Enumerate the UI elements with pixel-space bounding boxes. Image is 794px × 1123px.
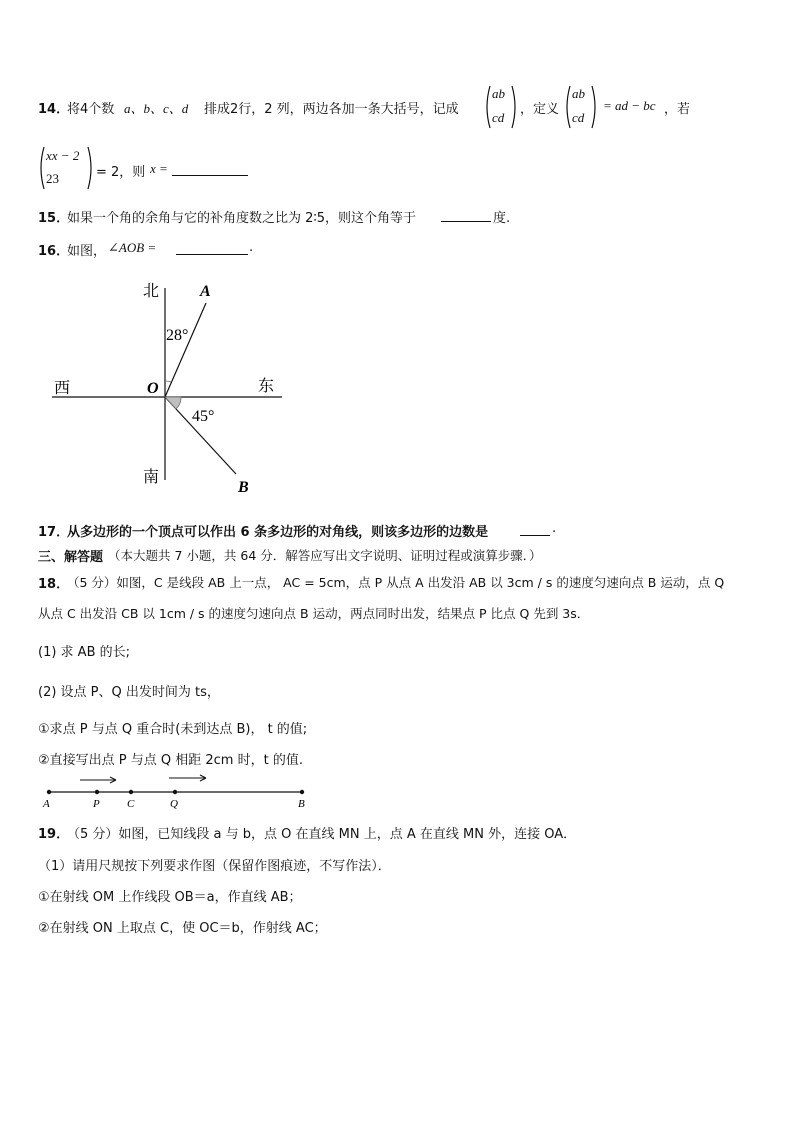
q18-part-2: (2) 设点 P、Q 出发时间为 ts， [38, 685, 220, 700]
q16-answer-blank [176, 240, 248, 259]
q14-x-equals: x = [150, 161, 168, 176]
q17-number: 17． [38, 525, 70, 540]
q19-sub-2: ②在射线 ON 上取点 C，使 OC＝b，作射线 AC； [38, 921, 327, 936]
q16-number: 16． [38, 244, 70, 259]
point-p-dot [95, 790, 99, 794]
q14-number: 14． [38, 102, 70, 117]
angle-45-label: 45° [192, 408, 215, 425]
q14-matrix-1-top: ab [492, 86, 505, 101]
q14-text-c: ，定义 [520, 102, 560, 117]
west-label: 西 [54, 380, 71, 397]
point-q-dot [173, 790, 177, 794]
q14-text-b: 排成2行，2 列，两边各加一条大括号，记成 [204, 102, 459, 117]
segment-label-p: P [93, 798, 100, 810]
point-b-dot [300, 790, 304, 794]
ray-oa [165, 303, 206, 397]
q15-text: 如果一个角的余角与它的补角度数之比为 2∶5，则这个角等于 [67, 211, 417, 226]
q14-matrix-3-top: xx − 2 [46, 148, 80, 163]
q16-expression: ∠AOB = [108, 240, 157, 255]
q14-matrix-2-bottom: cd [572, 110, 585, 125]
q14-answer-blank [172, 161, 248, 180]
q19-line-1: （5 分）如图，已知线段 a 与 b，点 O 在直线 MN 上，点 A 在直线 MN 外，连接 OA． [67, 827, 577, 842]
q19-part-1: （1）请用尺规按下列要求作图（保留作图痕迹，不写作法）． [38, 859, 391, 874]
q17-text: 从多边形的一个顶点可以作出 6 条多边形的对角线，则该多边形的边数是 [67, 525, 489, 540]
q15-answer-blank [441, 207, 491, 226]
q14-definition: = ad − bc [603, 98, 656, 113]
segment-label-a: A [43, 798, 50, 810]
q18-sub-1: ①求点 P 与点 Q 重合时(未到达点 B)， t 的值; [38, 722, 308, 737]
segment-label-q: Q [170, 798, 178, 810]
segment-figure [38, 770, 318, 812]
segment-label-c: C [127, 798, 135, 810]
q14-matrix-3-bottom: 23 [46, 171, 59, 186]
q16-text: 如图， [67, 244, 107, 259]
q18-number: 18． [38, 577, 70, 592]
south-label: 南 [143, 469, 160, 486]
point-b-label: B [238, 479, 249, 496]
q18-sub-2: ②直接写出点 P 与点 Q 相距 2cm 时，t 的值. [38, 753, 303, 768]
point-o-label: O [147, 380, 159, 397]
q19-number: 19． [38, 827, 70, 842]
q18-line-1: （5 分）如图，C 是线段 AB 上一点， AC = 5cm，点 P 从点 A 出发沿 AB 以 3cm / s 的速度匀速向点 B 运动，点 Q [67, 575, 725, 590]
q18-line-2: 从点 C 出发沿 CB 以 1cm / s 的速度匀速向点 B 运动，两点同时出发，结果点 P 比点 Q 先到 3s． [38, 606, 590, 621]
q14-matrix-2-top: ab [572, 86, 585, 101]
q17-period: . [552, 521, 557, 536]
q14-equation: = 2，则 [96, 165, 146, 180]
q14-matrix-3 [38, 145, 94, 191]
angle-28-label: 28° [166, 327, 189, 344]
north-label: 北 [143, 283, 160, 300]
point-c-dot [129, 790, 133, 794]
section-3-title: 三、解答题 [38, 550, 104, 565]
segment-label-b: B [298, 798, 305, 810]
point-a-label: A [200, 283, 211, 300]
east-label: 东 [258, 378, 275, 395]
q14-vars: a、b、c、d [124, 101, 189, 116]
angle-45-arc [165, 397, 181, 409]
q14-matrix-1-bottom: cd [492, 110, 505, 125]
q15-number: 15． [38, 211, 70, 226]
q19-sub-1: ①在射线 OM 上作线段 OB＝a，作直线 AB； [38, 890, 302, 905]
q14-text-d: ，若 [664, 102, 691, 117]
q14-matrix-1 [484, 84, 518, 130]
q15-unit: 度. [493, 211, 511, 226]
q18-part-1: (1) 求 AB 的长; [38, 645, 131, 660]
q17-answer-blank [520, 521, 550, 540]
angle-28-arc [165, 381, 171, 382]
q14-text-a: 将4个数 [67, 102, 115, 117]
q16-period: . [249, 240, 254, 255]
compass-figure [40, 270, 300, 500]
q14-matrix-2 [564, 84, 598, 130]
point-a-dot [47, 790, 51, 794]
section-3-note: （本大题共 7 小题，共 64 分．解答应写出文字说明、证明过程或演算步骤．） [108, 548, 542, 563]
